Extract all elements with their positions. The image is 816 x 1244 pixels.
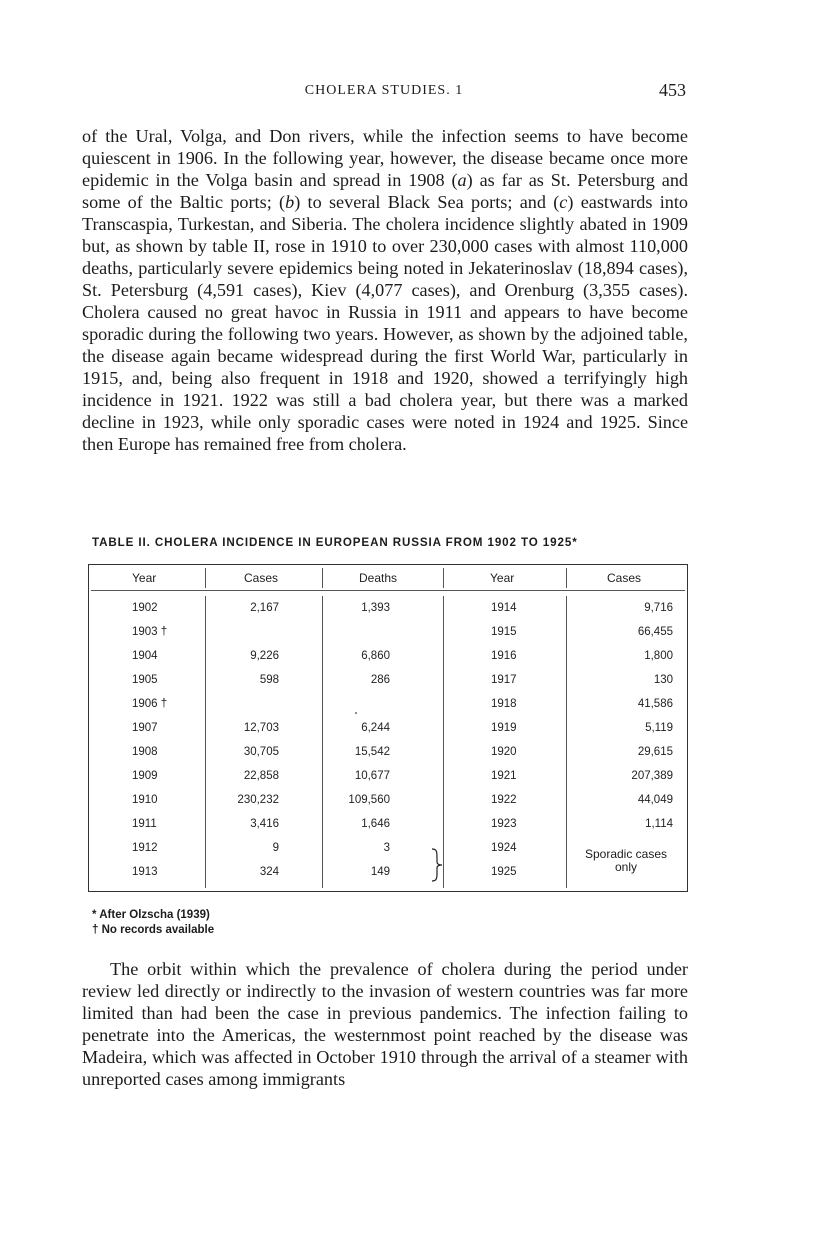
table-footnotes xyxy=(92,908,214,938)
table-row xyxy=(89,746,687,770)
table-row xyxy=(89,794,687,818)
cases-cell: 29,615 xyxy=(637,746,673,758)
year-cell: 1913 xyxy=(132,866,158,878)
footnote-no-records: † No records available xyxy=(92,924,215,936)
body-paragraph-1 xyxy=(82,125,688,455)
deaths-cell: 109,560 xyxy=(348,794,390,806)
year-cell: 1922 xyxy=(491,794,517,806)
header-cases-1: Cases xyxy=(244,571,279,585)
year-cell: 1924 xyxy=(491,842,517,854)
year-cell: 1918 xyxy=(491,698,517,710)
text-line: St. Petersburg and some of the Baltic ports; (b) to several Black Sea ports; xyxy=(82,170,689,212)
text-line: and (c) eastwards into Transcaspia, Turkestan, and Siberia. The cholera xyxy=(82,192,688,234)
cases-cell: 41,586 xyxy=(637,698,673,710)
cases-cell: 9,716 xyxy=(644,602,673,614)
sporadic-note xyxy=(566,848,686,874)
page-number: 453 xyxy=(659,80,686,100)
cases-cell: 598 xyxy=(259,674,279,686)
year-cell: 1920 xyxy=(491,746,517,758)
table-row xyxy=(89,722,687,746)
year-cell: 1917 xyxy=(491,674,517,686)
footnote-source: * After Olzscha (1939) xyxy=(92,909,210,921)
year-cell: 1919 xyxy=(491,722,517,734)
cases-cell: 5,119 xyxy=(645,722,673,734)
text-line: infection failing to penetrate into the Americas, the westernmost point xyxy=(82,1003,689,1045)
year-cell: 1923 xyxy=(491,818,517,830)
cases-cell: 1,114 xyxy=(645,818,673,830)
deaths-cell: 286 xyxy=(370,674,390,686)
text-line: sporadic during the following two years. However, as shown by the xyxy=(82,324,576,344)
deaths-cell: 149 xyxy=(370,866,390,878)
text-line: showed a terrifyingly high incidence in 1921. 1922 was still a bad cholera xyxy=(82,368,689,410)
deaths-cell: 1,646 xyxy=(361,818,390,830)
running-title: CHOLERA STUDIES. 1 xyxy=(304,83,464,98)
cases-cell: 2,167 xyxy=(250,602,279,614)
header-year-1: Year xyxy=(132,571,157,585)
column-divider xyxy=(566,568,567,588)
text-line: was far more limited than had been the case in previous pandemics. The xyxy=(82,981,688,1023)
year-cell: 1910 xyxy=(132,794,158,806)
cholera-table xyxy=(88,564,688,892)
cases-cell: 230,232 xyxy=(237,794,279,806)
page-header xyxy=(82,80,686,104)
year-cell: 1902 xyxy=(132,602,158,614)
table-row xyxy=(89,650,687,674)
text-line: quiescent in 1906. In the following year, however, the disease became xyxy=(82,148,605,168)
text-line: (4,591 cases), Kiev (4,077 cases), and Orenburg (3,355 cases). Cholera xyxy=(82,280,688,322)
year-cell: 1911 xyxy=(132,818,157,830)
text-line: to over 230,000 cases with almost 110,000 deaths, particularly severe xyxy=(82,236,688,278)
text-line: once more epidemic in the Volga basin and spread in 1908 (a) as far as xyxy=(82,148,689,190)
text-line: cholera. xyxy=(348,434,407,454)
year-cell: 1916 xyxy=(491,650,517,662)
text-line: incidence slightly abated in 1909 but, as shown by table II, rose in 1910 xyxy=(82,214,689,256)
text-line: of the Ural, Volga, and Don rivers, while the infection seems to have become xyxy=(82,126,688,146)
table-caption: TABLE II. CHOLERA INCIDENCE IN EUROPEAN RUSSIA FROM 1902 TO 1925* xyxy=(92,536,578,549)
year-cell: 1912 xyxy=(132,842,158,854)
year-cell: 1907 xyxy=(132,722,158,734)
cases-cell: 44,049 xyxy=(637,794,673,806)
text-line: were noted in 1924 and 1925. Since then Europe has remained free from xyxy=(82,412,689,454)
year-cell: 1904 xyxy=(132,650,158,662)
deaths-cell: 10,677 xyxy=(354,770,390,782)
table-row xyxy=(89,770,687,794)
year-cell: 1914 xyxy=(491,602,517,614)
text-line: adjoined table, the disease again became widespread during the first World xyxy=(82,324,688,366)
cases-cell: 66,455 xyxy=(637,626,673,638)
text-line: caused no great havoc in Russia in 1911 and appears to have become xyxy=(147,302,689,322)
header-rule xyxy=(91,590,685,591)
year-cell: 1921 xyxy=(491,770,517,782)
year-cell: 1903 † xyxy=(132,626,168,638)
year-cell: 1925 xyxy=(491,866,517,878)
body-paragraph-2 xyxy=(82,958,688,1090)
deaths-cell: 6,244 xyxy=(361,722,390,734)
deaths-cell: 6,860 xyxy=(361,650,390,662)
text-line: through the arrival of a steamer with unreported cases among immigrants xyxy=(82,1047,689,1089)
cases-cell: 9,226 xyxy=(250,650,279,662)
cases-cell: 9 xyxy=(272,842,279,854)
cases-cell: 22,858 xyxy=(243,770,279,782)
cases-cell: 207,389 xyxy=(631,770,673,782)
right-brace-icon xyxy=(430,848,444,882)
header-year-2: Year xyxy=(490,571,515,585)
column-divider xyxy=(205,568,206,588)
text-line: year, but there was a marked decline in 1923, while only sporadic cases xyxy=(82,390,688,432)
column-divider xyxy=(322,568,323,588)
table-row xyxy=(89,698,687,722)
sporadic-note-line: Sporadic cases xyxy=(584,847,668,861)
header-deaths: Deaths xyxy=(359,571,398,585)
cases-cell: 12,703 xyxy=(243,722,279,734)
table-row xyxy=(89,674,687,698)
text-line: The orbit within which the prevalence of cholera during the period xyxy=(110,959,638,979)
text-line: epidemics being noted in Jekaterinoslav (18,894 cases), St. Petersburg xyxy=(82,258,689,300)
text-line: reached by the disease was Madeira, which was affected in October 1910 xyxy=(82,1025,689,1067)
column-divider xyxy=(443,568,444,588)
cases-cell: 3,416 xyxy=(250,818,279,830)
header-cases-2: Cases xyxy=(607,571,642,585)
deaths-cell: 1,393 xyxy=(361,602,390,614)
table-row xyxy=(89,602,687,626)
text-line: War, particularly in 1915, and, being also frequent in 1918 and 1920, xyxy=(82,346,688,388)
deaths-cell: 15,542 xyxy=(354,746,390,758)
year-cell: 1908 xyxy=(132,746,158,758)
year-cell: 1915 xyxy=(491,626,517,638)
table-row xyxy=(89,818,687,842)
text-line: under review led directly or indirectly to the invasion of western countries xyxy=(82,959,688,1001)
cases-cell: 130 xyxy=(653,674,673,686)
deaths-cell: 3 xyxy=(383,842,390,854)
year-cell: 1905 xyxy=(132,674,158,686)
year-cell: 1909 xyxy=(132,770,158,782)
cases-cell: 1,800 xyxy=(644,650,673,662)
cases-cell: 324 xyxy=(259,866,279,878)
sporadic-note-line: only xyxy=(614,860,637,874)
stray-mark xyxy=(355,712,357,714)
cases-cell: 30,705 xyxy=(243,746,279,758)
table-row xyxy=(89,626,687,650)
year-cell: 1906 † xyxy=(132,698,168,710)
